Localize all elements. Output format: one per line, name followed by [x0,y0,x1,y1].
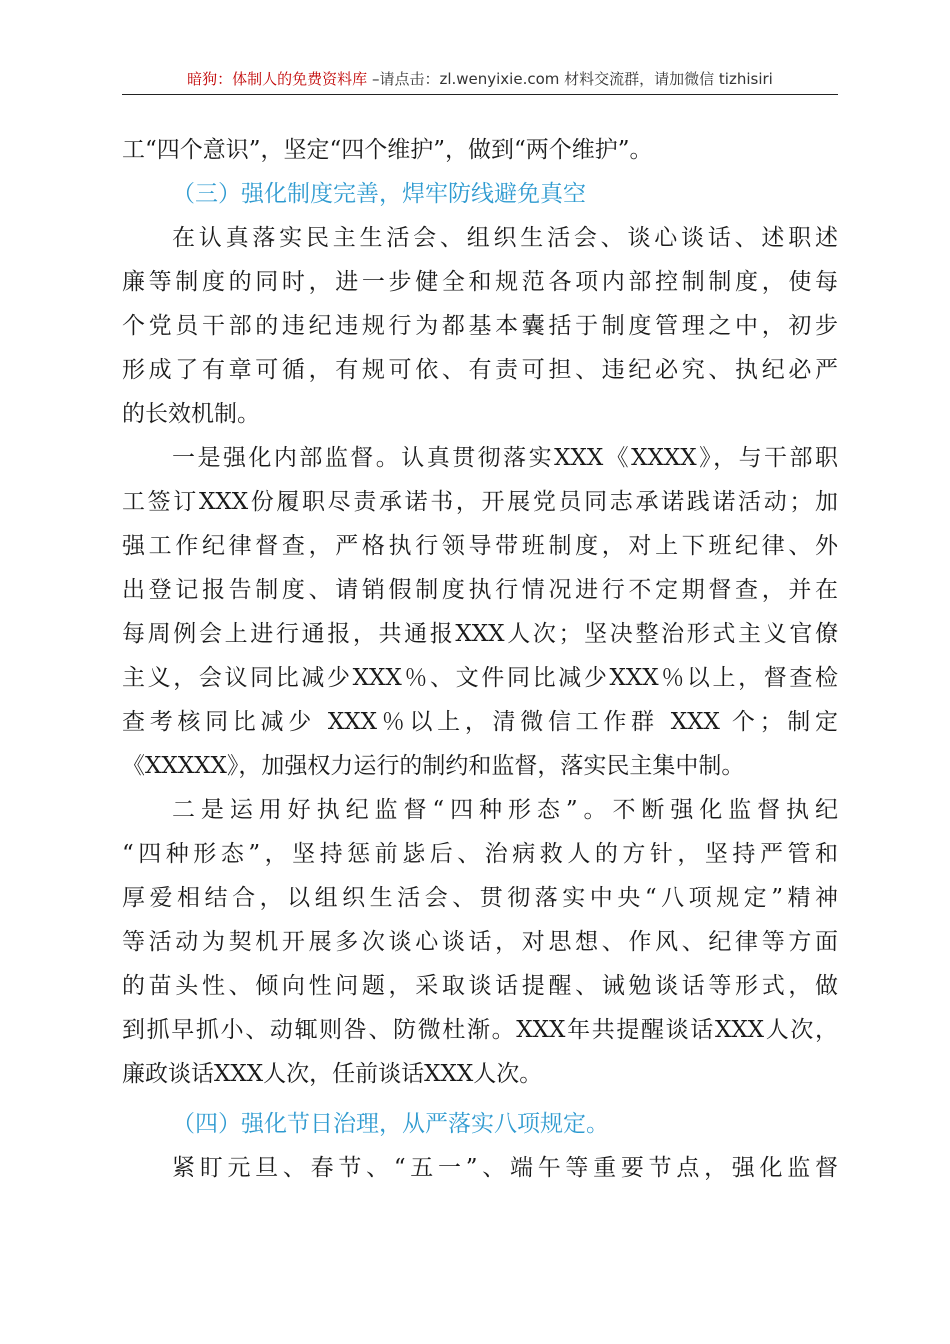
body-line: 查考核同比减少 XXX％以上，清微信工作群 XXX 个；制定 [122,709,838,735]
section-heading-4: （四）强化节日治理，从严落实八项规定。 [172,1111,609,1137]
header-click-prompt: –请点击： [367,70,440,88]
body-line: 的长效机制。 [122,401,260,427]
body-line: 主义，会议同比减少XXX％、文件同比减少XXX％以上，督查检 [122,665,838,691]
body-line: 强工作纪律督查，严格执行领导带班制度，对上下班纪律、外 [122,533,838,559]
body-line: “四种形态”，坚持惩前毖后、治病救人的方针，坚持严管和 [122,841,838,867]
body-line: 厚爱相结合，以组织生活会、贯彻落实中央“八项规定”精神 [122,885,838,911]
body-line: 出登记报告制度、请销假制度执行情况进行不定期督查，并在 [122,577,838,603]
body-line: 形成了有章可循，有规可依、有责可担、违纪必究、执纪必严 [122,357,838,383]
body-line: 的苗头性、倾向性问题，采取谈话提醒、诫勉谈话等形式，做 [122,973,838,999]
body-line: 廉等制度的同时，进一步健全和规范各项内部控制制度，使每 [122,269,838,295]
section-heading-3: （三）强化制度完善，焊牢防线避免真空 [172,181,586,207]
body-line: 廉政谈话XXX人次，任前谈话XXX人次。 [122,1061,543,1087]
header-wechat-note: 材料交流群，请加微信 tizhisiri [559,70,773,88]
body-line: 一是强化内部监督。认真贯彻落实XXX《XXXX》，与干部职 [172,445,838,471]
body-line: 工“四个意识”，坚定“四个维护”，做到“两个维护”。 [122,137,653,163]
body-line: 到抓早抓小、动辄则咎、防微杜渐。XXX年共提醒谈话XXX人次， [122,1017,838,1043]
header-link[interactable]: zl.wenyixie.com [439,70,560,88]
body-line: 每周例会上进行通报，共通报XXX人次；坚决整治形式主义官僚 [122,621,838,647]
body-line: 个党员干部的违纪违规行为都基本囊括于制度管理之中，初步 [122,313,838,339]
header-site-name: 暗狗：体制人的免费资料库 [187,70,368,88]
body-line: 工签订XXX份履职尽责承诺书，开展党员同志承诺践诺活动；加 [122,489,838,515]
body-line: 紧盯元旦、春节、“五一”、端午等重要节点，强化监督 [172,1155,838,1181]
body-line: 《XXXXX》，加强权力运行的制约和监督，落实民主集中制。 [122,753,745,779]
body-line: 二是运用好执纪监督“四种形态”。不断强化监督执纪 [172,797,838,823]
body-line: 在认真落实民主生活会、组织生活会、谈心谈话、述职述 [172,225,838,251]
page-header [122,68,838,95]
body-line: 等活动为契机开展多次谈心谈话，对思想、作风、纪律等方面 [122,929,838,955]
